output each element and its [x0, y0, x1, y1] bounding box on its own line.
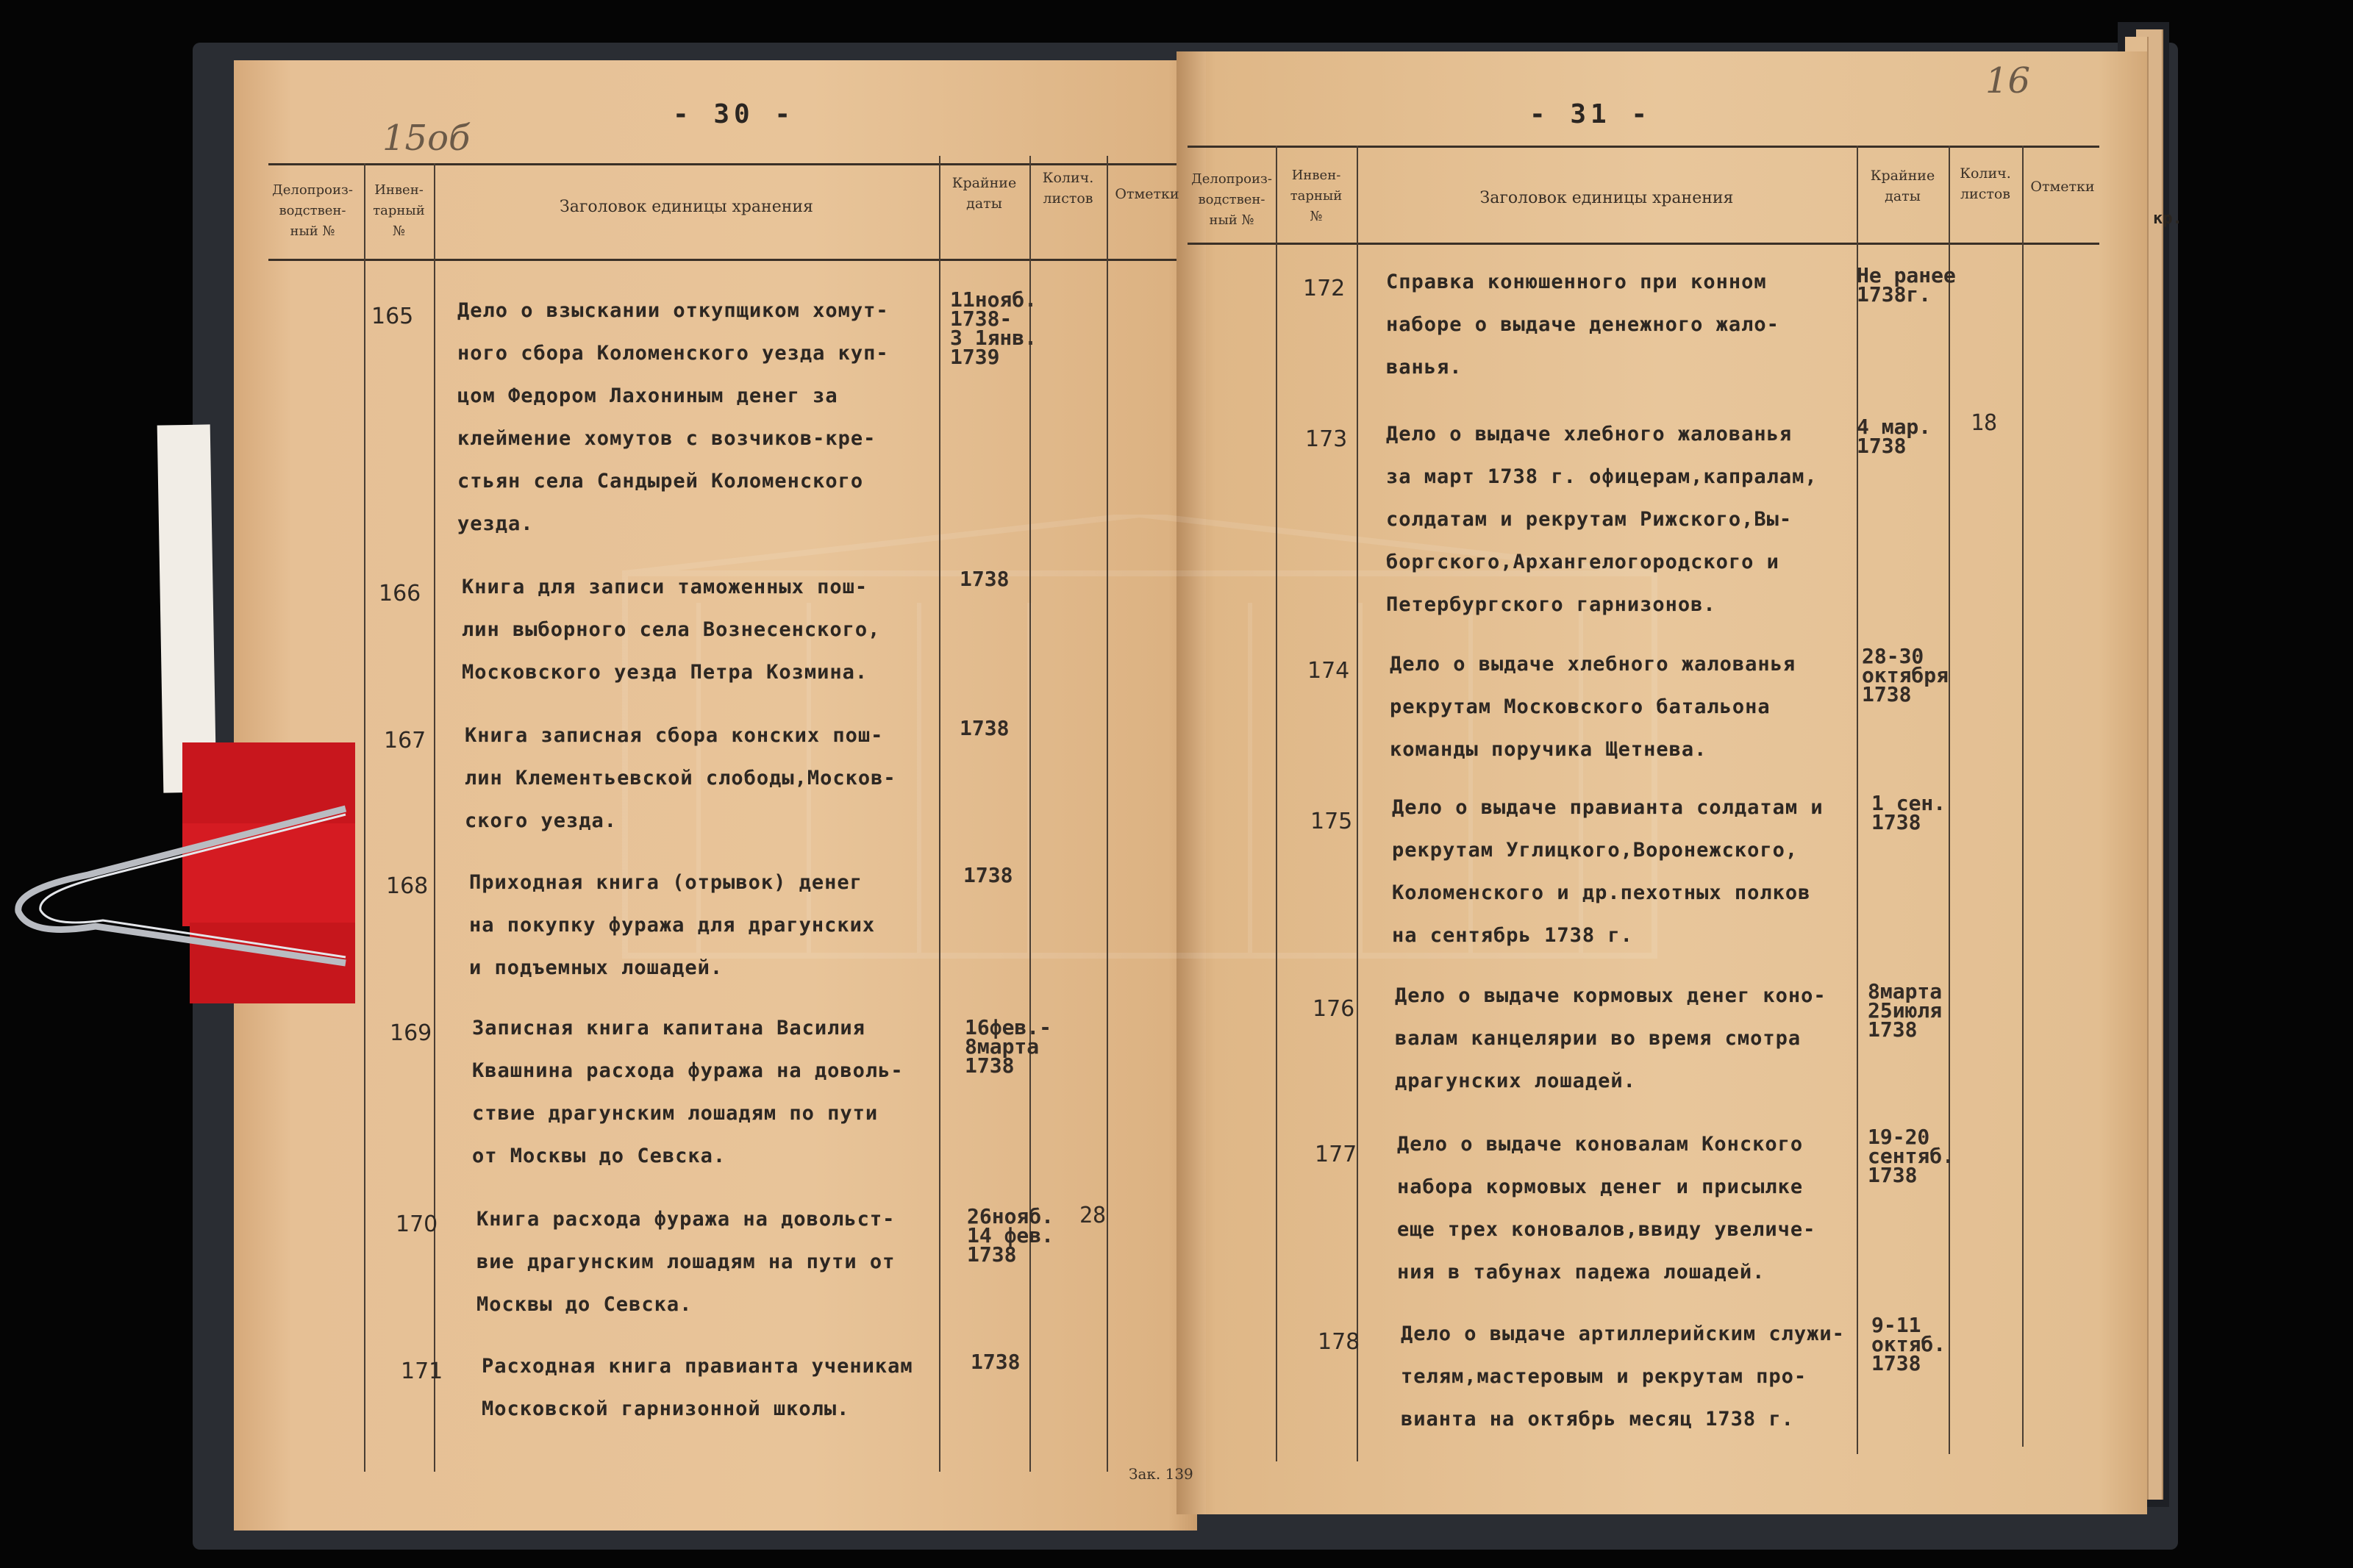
- inventory-number: 178: [1318, 1329, 1360, 1355]
- record-title: Дело о выдаче кормовых денег коно- валам канцелярии во время смотра драгунских лошадей.: [1395, 984, 1827, 1092]
- inventory-number: 177: [1315, 1142, 1357, 1167]
- record-dates: 11нояб. 1738- 3 1янв. 1739: [950, 287, 1038, 369]
- column-divider: [1949, 146, 1950, 1454]
- column-header-sheets: Колич. листов: [1960, 165, 2011, 202]
- column-header-notes: Отметки: [2030, 179, 2095, 195]
- page-number-left: - 30 -: [673, 99, 796, 129]
- record-dates: 1 сен. 1738: [1871, 791, 1946, 834]
- record-title: Дело о выдаче артиллерийским служи- телям,мастеровым и рекрутам про- вианта на октябрь месяц 1738 г.: [1401, 1322, 1845, 1431]
- paper-slip: [157, 424, 217, 792]
- column-divider: [939, 156, 940, 1472]
- inventory-number: 173: [1305, 426, 1348, 452]
- record-dates: 16фев.- 8марта 1738: [965, 1015, 1052, 1078]
- sheet-count: 18: [1971, 410, 1998, 436]
- side-tab-label: кр.: [2153, 210, 2182, 228]
- inventory-number: 175: [1310, 809, 1353, 834]
- handwritten-sheet-number-left: 15об: [382, 118, 471, 159]
- column-divider: [1357, 146, 1358, 1461]
- record-dates: 19-20 сентяб. 1738: [1868, 1125, 1955, 1187]
- record-title: Дело о выдаче хлебного жалованья рекрутам Московского батальона команды поручика Щетнева.: [1390, 653, 1796, 761]
- record-title: Дело о выдаче коновалам Конского набора кормовых денег и присылке еще трех коновалов,ввиду увеличе- ния в табунах падежа лошадей.: [1397, 1133, 1816, 1284]
- record-title: Приходная книга (отрывок) денег на покупку фуража для драгунских и подъемных лошадей.: [469, 871, 876, 979]
- record-title: Дело о выдаче правианта солдатам и рекрутам Углицкого,Воронежского, Коломенского и др.пехотных полков на сентябрь 1738 г.: [1392, 796, 1824, 947]
- record-title: Справка конюшенного при конном наборе о выдаче денежного жало- ванья.: [1386, 271, 1779, 379]
- binder-clip-handle[interactable]: [0, 794, 368, 970]
- column-header-case-no: Делопроиз- водствен- ный №: [1191, 171, 1272, 228]
- print-order-note: Зак. 139: [1129, 1465, 1193, 1483]
- inventory-number: 174: [1307, 658, 1350, 684]
- sheet-count: 28: [1079, 1203, 1107, 1228]
- table-header-rule: [1188, 243, 2099, 245]
- column-divider: [1857, 146, 1858, 1454]
- record-title: Книга для записи таможенных пош- лин выборного села Вознесенского, Московского уезда Петра Козмина.: [462, 576, 881, 684]
- table-top-rule: [1188, 146, 2099, 148]
- column-header-dates: Крайние даты: [951, 175, 1017, 212]
- record-dates: 9-11 октяб. 1738: [1871, 1313, 1946, 1375]
- inventory-number: 176: [1313, 996, 1355, 1022]
- column-header-notes: Отметки: [1115, 186, 1179, 202]
- column-divider: [434, 163, 435, 1472]
- record-dates: 1738: [963, 863, 1013, 887]
- inventory-number: 166: [379, 581, 421, 606]
- record-dates: 1738: [960, 567, 1010, 591]
- inventory-number: 172: [1303, 276, 1346, 301]
- column-divider: [1107, 156, 1108, 1472]
- column-header-title: Заголовок единицы хранения: [1479, 189, 1734, 207]
- record-dates: 1738: [960, 716, 1010, 740]
- column-divider: [1276, 146, 1277, 1461]
- inventory-number: 170: [396, 1211, 438, 1237]
- column-header-dates: Крайние даты: [1870, 168, 1935, 204]
- record-dates: Не ранее 1738г.: [1857, 263, 1956, 307]
- record-dates: 4 мар. 1738: [1857, 415, 1932, 458]
- column-header-case-no: Делопроиз- водствен- ный №: [272, 182, 353, 239]
- inventory-number: 171: [401, 1358, 443, 1384]
- column-divider: [2022, 146, 2024, 1447]
- table-top-rule: [268, 163, 1176, 165]
- inventory-number: 169: [390, 1020, 432, 1046]
- column-header-title: Заголовок единицы хранения: [560, 198, 813, 216]
- record-title: Книга расхода фуража на довольст- вие драгунским лошадям на пути от Москвы до Севска.: [476, 1208, 896, 1316]
- handwritten-sheet-number-right: 16: [1985, 60, 2031, 101]
- record-title: Дело о взыскании откупщиком хомут- ного сбора Коломенского уезда куп- цом Федором Лахониным денег за клеймение хомутов с возчиков-кре- стьян села Сандырей Коломенского уезда.: [457, 299, 889, 535]
- record-dates: 26нояб. 14 фев. 1738: [967, 1204, 1054, 1267]
- column-header-inventory-no: Инвен- тарный №: [373, 182, 425, 239]
- record-dates: 8марта 25июля 1738: [1868, 979, 1943, 1042]
- record-title: Дело о выдаче хлебного жалованья за март 1738 г. офицерам,капралам, солдатам и рекрутам Рижского,Вы- боргского,Архангелогородского и Петербургского гарнизонов.: [1386, 423, 1818, 616]
- inventory-number: 167: [384, 728, 426, 753]
- record-title: Записная книга капитана Василия Квашнина расхода фуража на доволь- ствие драгунским лошадям по пути от Москвы до Севска.: [472, 1017, 904, 1167]
- record-dates: 28-30 октября 1738: [1862, 644, 1949, 706]
- page-number-right: - 31 -: [1529, 99, 1652, 129]
- column-header-inventory-no: Инвен- тарный №: [1290, 168, 1343, 224]
- record-title: Расходная книга правианта ученикам Московской гарнизонной школы.: [482, 1355, 913, 1420]
- inventory-number: 168: [386, 873, 429, 899]
- table-header-rule: [268, 259, 1176, 261]
- inventory-number: 165: [371, 304, 414, 329]
- record-title: Книга записная сбора конских пош- лин Клементьевской слободы,Москов- ского уезда.: [465, 724, 896, 832]
- column-header-sheets: Колич. листов: [1042, 170, 1094, 207]
- record-dates: 1738: [971, 1350, 1021, 1374]
